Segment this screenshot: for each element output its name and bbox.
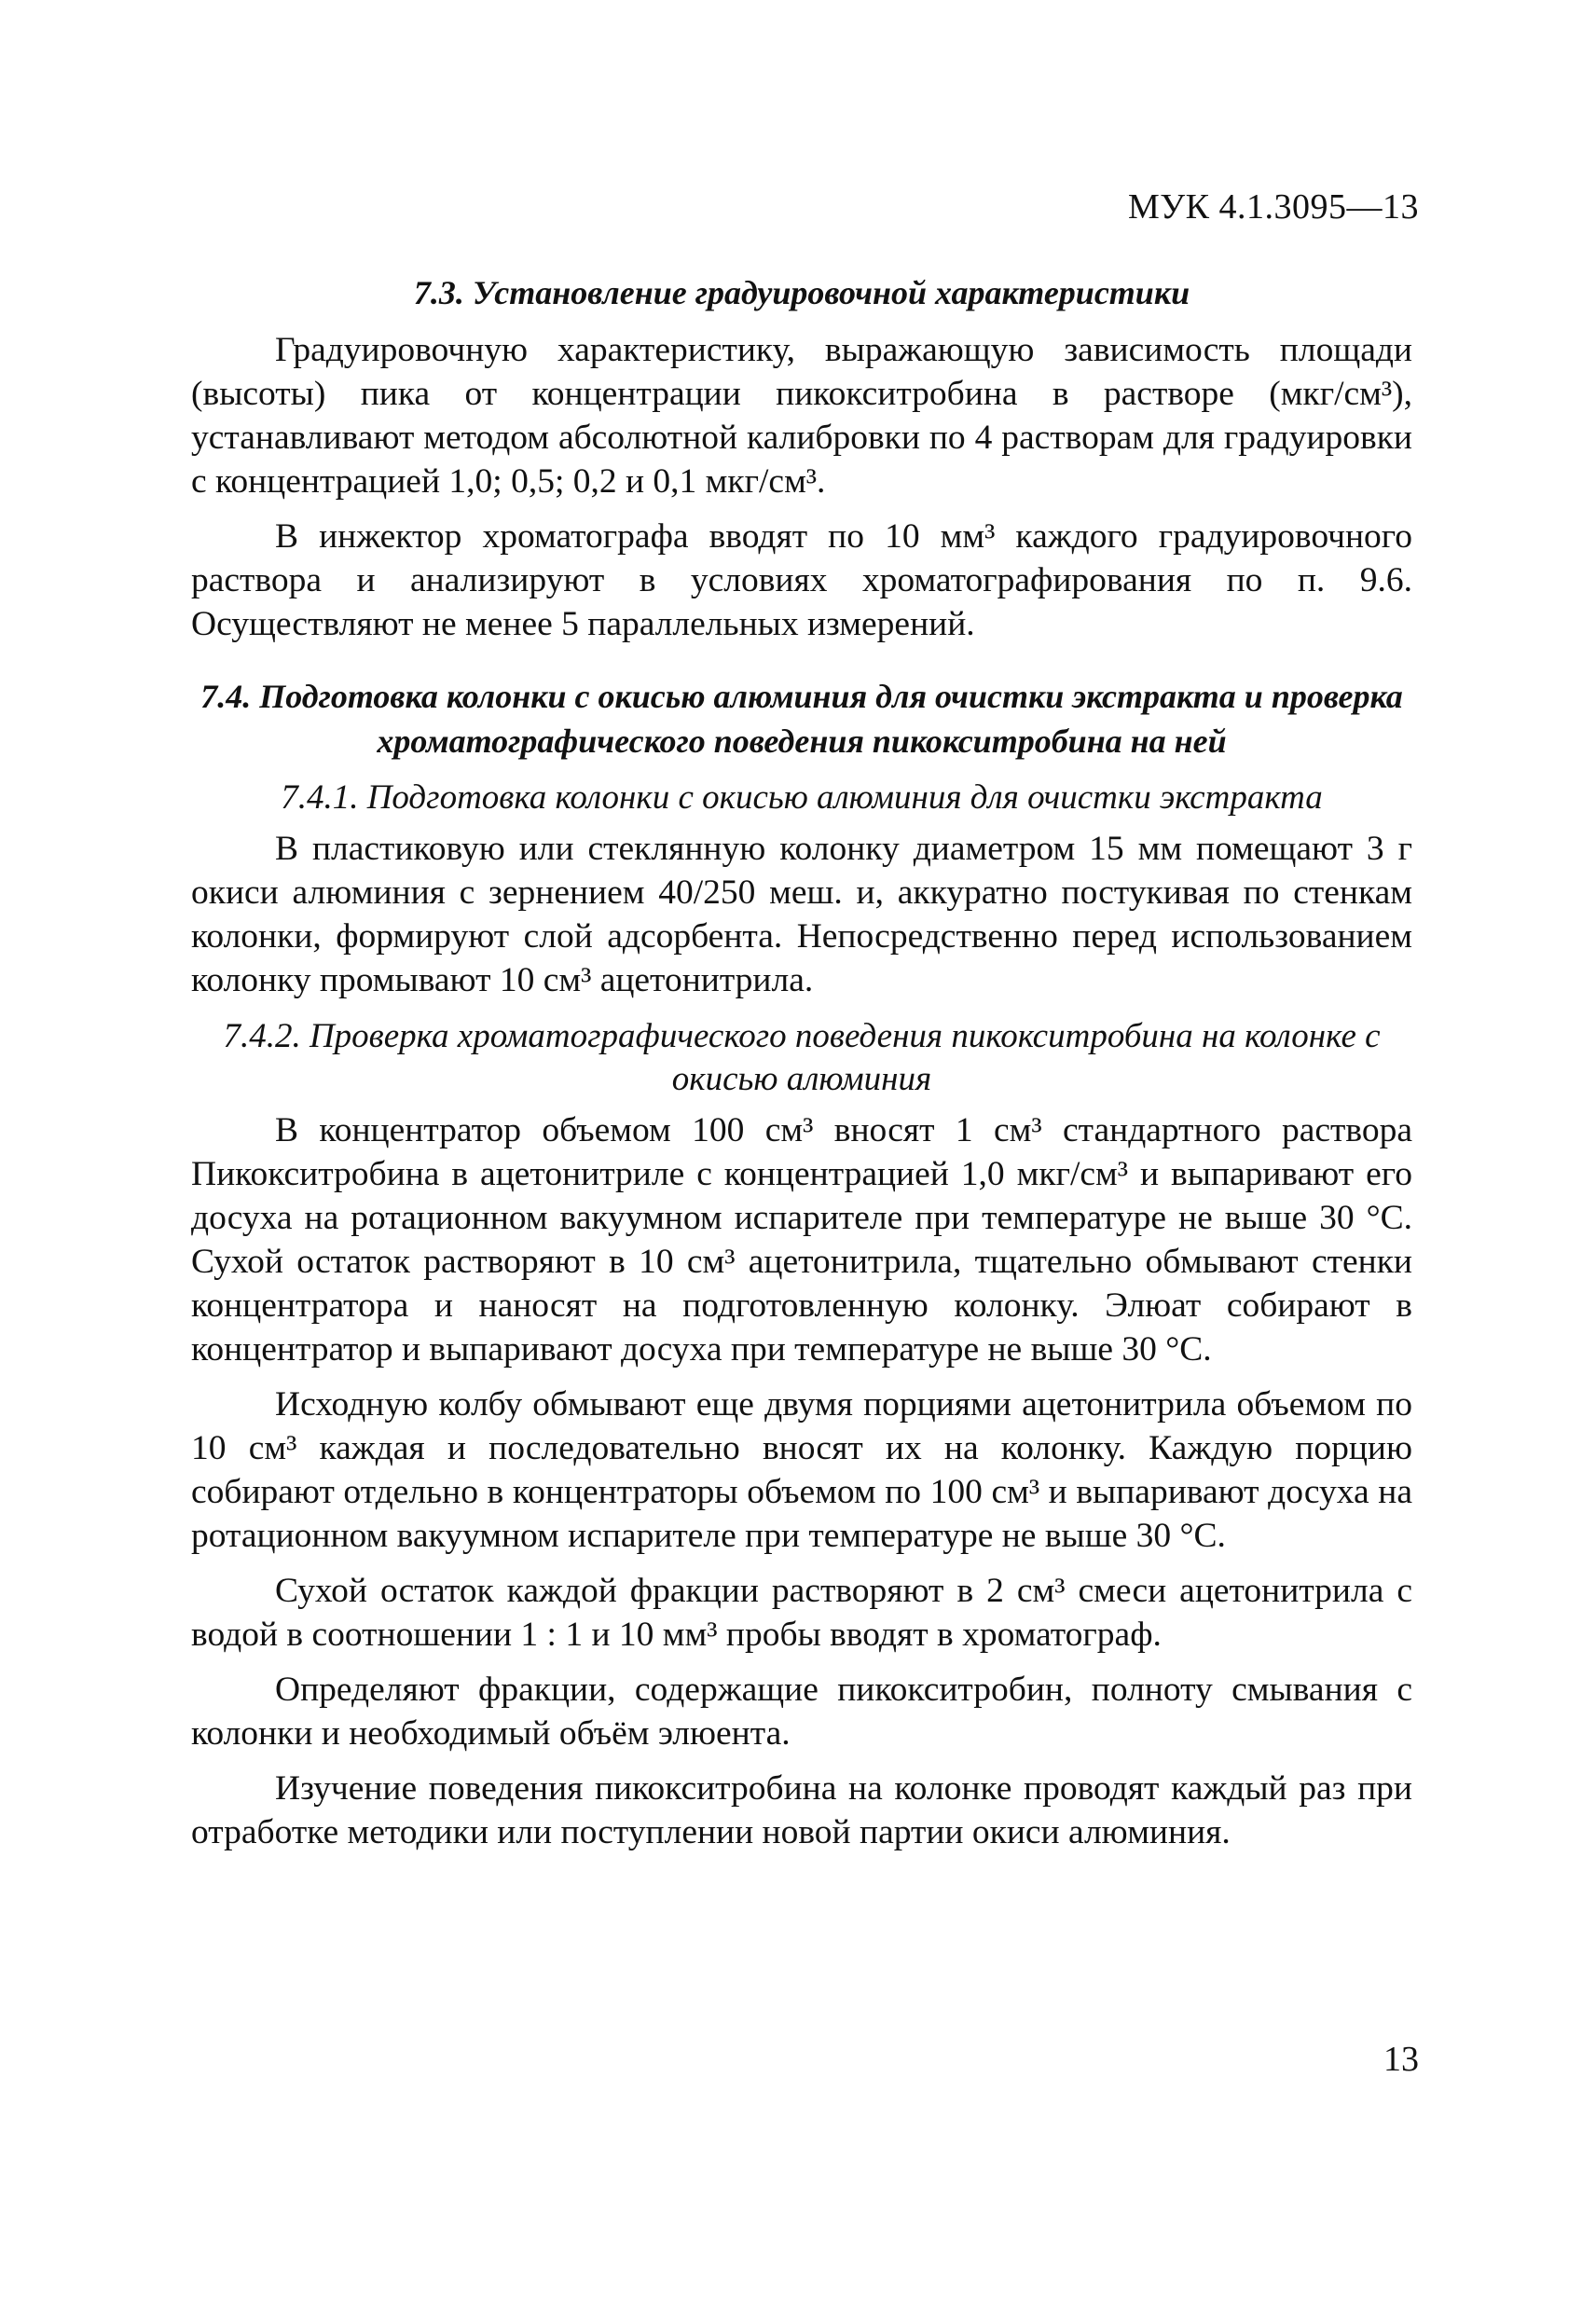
document-body (191, 270, 1412, 1865)
section-7-3-title: 7.3. Установление градуировочной характеристики (413, 274, 1190, 311)
section-gap (191, 657, 1412, 674)
section-7-4-2-paragraph-1: В концентратор объемом 100 см³ вносят 1 см³ стандартного раствора Пикокситробина в ацетонитриле с концентрацией 1,0 мкг/см³ и выпаривают его досуха на ротационном вакуумном испарителе при температуре не выше 30 °С. Сухой остаток растворяют в 10 см³ ацетонитрила, тщательно обмывают стенки концентратора и наносят на подготовленную колонку. Элюат собирают в концентратор и выпаривают досуха при температуре не выше 30 °С. (191, 1111, 1412, 1369)
document-code: МУК 4.1.3095—13 (1127, 187, 1419, 227)
section-7-4-1-title: 7.4.1. Подготовка колонки с окисью алюминия для очистки экстракта (281, 778, 1323, 817)
page-number: 13 (1383, 2040, 1419, 2079)
section-7-4-title: 7.4. Подготовка колонки с окисью алюминия для очистки экстракта и проверка хроматографического поведения пикокситробина на ней (200, 678, 1403, 760)
section-7-4-2-paragraph-4: Определяют фракции, содержащие пикокситробин, полноту смывания с колонки и необходимый объём элюента. (191, 1671, 1412, 1753)
section-7-4-1-paragraph-1: В пластиковую или стеклянную колонку диаметром 15 мм помещают 3 г окиси алюминия с зернением 40/250 меш. и, аккуратно постукивая по стенкам колонки, формируют слой адсорбента. Непосредственно перед использованием колонку промывают 10 см³ ацетонитрила. (191, 830, 1412, 999)
section-7-3-paragraph-1: Градуировочную характеристику, выражающую зависимость площади (высоты) пика от концентрации пикокситробина в растворе (мкг/см³), устанавливают методом абсолютной калибровки по 4 растворам для градуировки с концентрацией 1,0; 0,5; 0,2 и 0,1 мкг/см³. (191, 331, 1412, 501)
section-7-4-2-title: 7.4.2. Проверка хроматографического поведения пикокситробина на колонке с окисью алюминия (223, 1017, 1381, 1098)
section-7-4-2-paragraph-2: Исходную колбу обмывают еще двумя порциями ацетонитрила объемом по 10 см³ каждая и последовательно вносят их на колонку. Каждую порцию собирают отдельно в концентраторы объемом по 100 см³ и выпаривают досуха на ротационном вакуумном испарителе при температуре не выше 30 °С. (191, 1385, 1412, 1555)
section-7-4-2-paragraph-5: Изучение поведения пикокситробина на колонке проводят каждый раз при отработке методики или поступлении новой партии окиси алюминия. (191, 1769, 1412, 1851)
section-7-3-paragraph-2: В инжектор хроматографа вводят по 10 мм³ каждого градуировочного раствора и анализируют в условиях хроматографирования по п. 9.6. Осуществляют не менее 5 параллельных измерений. (191, 517, 1412, 643)
section-7-4-2-paragraph-3: Сухой остаток каждой фракции растворяют в 2 см³ смеси ацетонитрила с водой в соотношении 1 : 1 и 10 мм³ пробы вводят в хроматограф. (191, 1572, 1412, 1654)
